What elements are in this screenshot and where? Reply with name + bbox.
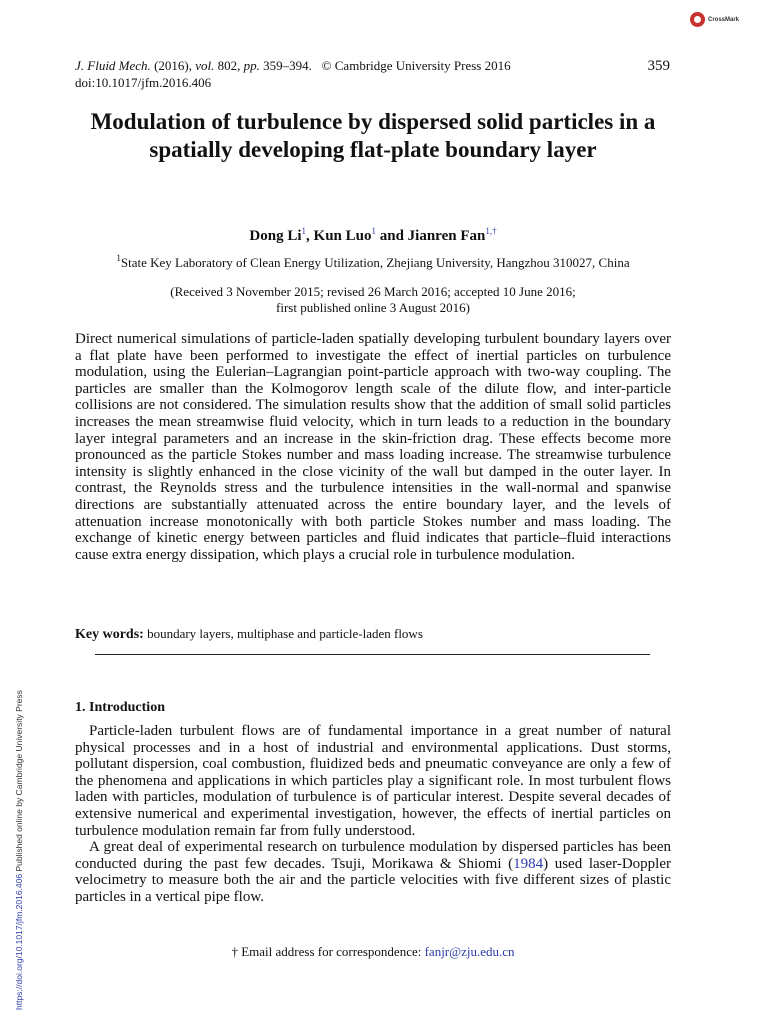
side-doi-strip	[12, 660, 26, 1010]
correspondence-email-link[interactable]: fanjr@zju.edu.cn	[424, 944, 515, 959]
author-separator: ,	[306, 228, 314, 244]
introduction-body	[75, 723, 671, 906]
side-doi-text	[12, 660, 26, 1010]
affiliation	[75, 254, 671, 271]
copyright-symbol: ©	[321, 58, 332, 73]
keywords-label: Key words:	[75, 627, 144, 642]
citation-link[interactable]: 1984	[513, 855, 544, 872]
side-publisher-text: Published online by Cambridge University Press	[14, 690, 24, 874]
journal-name: J. Fluid Mech.	[75, 58, 151, 73]
pages-label: pp.	[243, 58, 260, 73]
author-name: Kun Luo	[313, 228, 372, 244]
author-name: Jianren Fan	[407, 228, 486, 244]
paper-title: Modulation of turbulence by dispersed solid particles in a spatially developing flat-plate boundary layer	[90, 109, 656, 162]
section-heading-introduction: 1. Introduction	[75, 700, 165, 715]
copyright-text: Cambridge University Press 2016	[331, 58, 511, 73]
author-affiliation-marker[interactable]: 1	[371, 226, 376, 236]
paragraph-text: ) used laser-Doppler velocimetry to measure both the air and the particle velocities with five different sizes of plastic particles in a vertical pipe flow.	[75, 855, 671, 905]
correspondence-footnote	[75, 944, 671, 960]
volume-label: vol.	[195, 58, 215, 73]
paragraph: Particle-laden turbulent flows are of fundamental importance in a great number of natural physical processes and in a host of industrial and environmental applications. Dust storms, pollutant dispersion, coal combustion, fluidized beds and pneumatic conveyance are only a few of the phenomena and applications in which particles play a significant role. In most turbulent flows laden with particles, modulation of turbulence is of particular interest. Despite several decades of extensive numerical and experimental investigation, however, the effects of inertial particles on turbulence modulation remain far from fully understood.	[75, 723, 671, 839]
abstract: Direct numerical simulations of particle-laden spatially developing turbulent boundary layers over a flat plate have been performed to investigate the effect of inertial particles on turbulence modulation, using the Eulerian–Lagrangian point-particle approach with two-way coupling. The particles are smaller than the Kolmogorov length scale of the dilute flow, and inter-particle collisions are not considered. The simulation results show that the addition of small solid particles increases the mean streamwise fluid velocity, which in turn leads to a reduction in the boundary layer integral parameters and an increase in the skin-friction drag. These effects become more pronounced as the particle Stokes number and mass loading increase. The streamwise turbulence intensity is slightly enhanced in the close vicinity of the wall but damped in the outer layer. In contrast, the Reynolds stress and the turbulence intensities in the wall-normal and spanwise directions are substantially attenuated across the entire boundary layer, and the levels of attenuation increase monotonically with both particle Stokes number and mass loading. The exchange of kinetic energy between particles and fluid indicates that particle–fluid interactions cause extra energy dissipation, which plays a crucial role in turbulence modulation.	[75, 331, 671, 563]
author-affiliation-marker[interactable]: 1	[301, 226, 307, 236]
crossmark-badge[interactable]	[690, 12, 739, 27]
section-divider	[95, 654, 650, 655]
footnote-text: † Email address for correspondence:	[231, 944, 425, 959]
paragraph	[75, 839, 671, 905]
author-list	[75, 226, 671, 246]
doi: doi:10.1017/jfm.2016.406	[75, 75, 212, 90]
keywords-text: boundary layers, multiphase and particle-laden flows	[143, 626, 423, 641]
citation-header	[75, 58, 511, 74]
author-separator: and	[375, 228, 408, 244]
author-name: Dong Li	[249, 228, 302, 244]
crossmark-label: CrossMark	[708, 16, 740, 23]
volume-number: 802,	[214, 58, 244, 73]
page-number: 359	[647, 58, 670, 74]
side-doi-link[interactable]: https://doi.org/10.1017/jfm.2016.406	[14, 873, 24, 1010]
journal-year: (2016),	[150, 58, 196, 73]
crossmark-icon	[690, 12, 705, 27]
paragraph-text: A great deal of experimental research on turbulence modulation by dispersed particles has been conducted during the past few decades. Tsuji, Morikawa & Shiomi (	[75, 839, 671, 872]
affiliation-marker: 1	[116, 253, 121, 263]
dates-line-2: first published online 3 August 2016)	[276, 300, 470, 315]
affiliation-text: State Key Laboratory of Clean Energy Utilization, Zhejiang University, Hangzhou 310027, China	[120, 255, 630, 270]
author-affiliation-marker[interactable]: 1,†	[485, 226, 497, 236]
publication-dates	[75, 284, 671, 316]
dates-line-1: (Received 3 November 2015; revised 26 March 2016; accepted 10 June 2016;	[170, 284, 576, 299]
keywords	[75, 626, 671, 643]
page-range: 359–394.	[259, 58, 312, 73]
